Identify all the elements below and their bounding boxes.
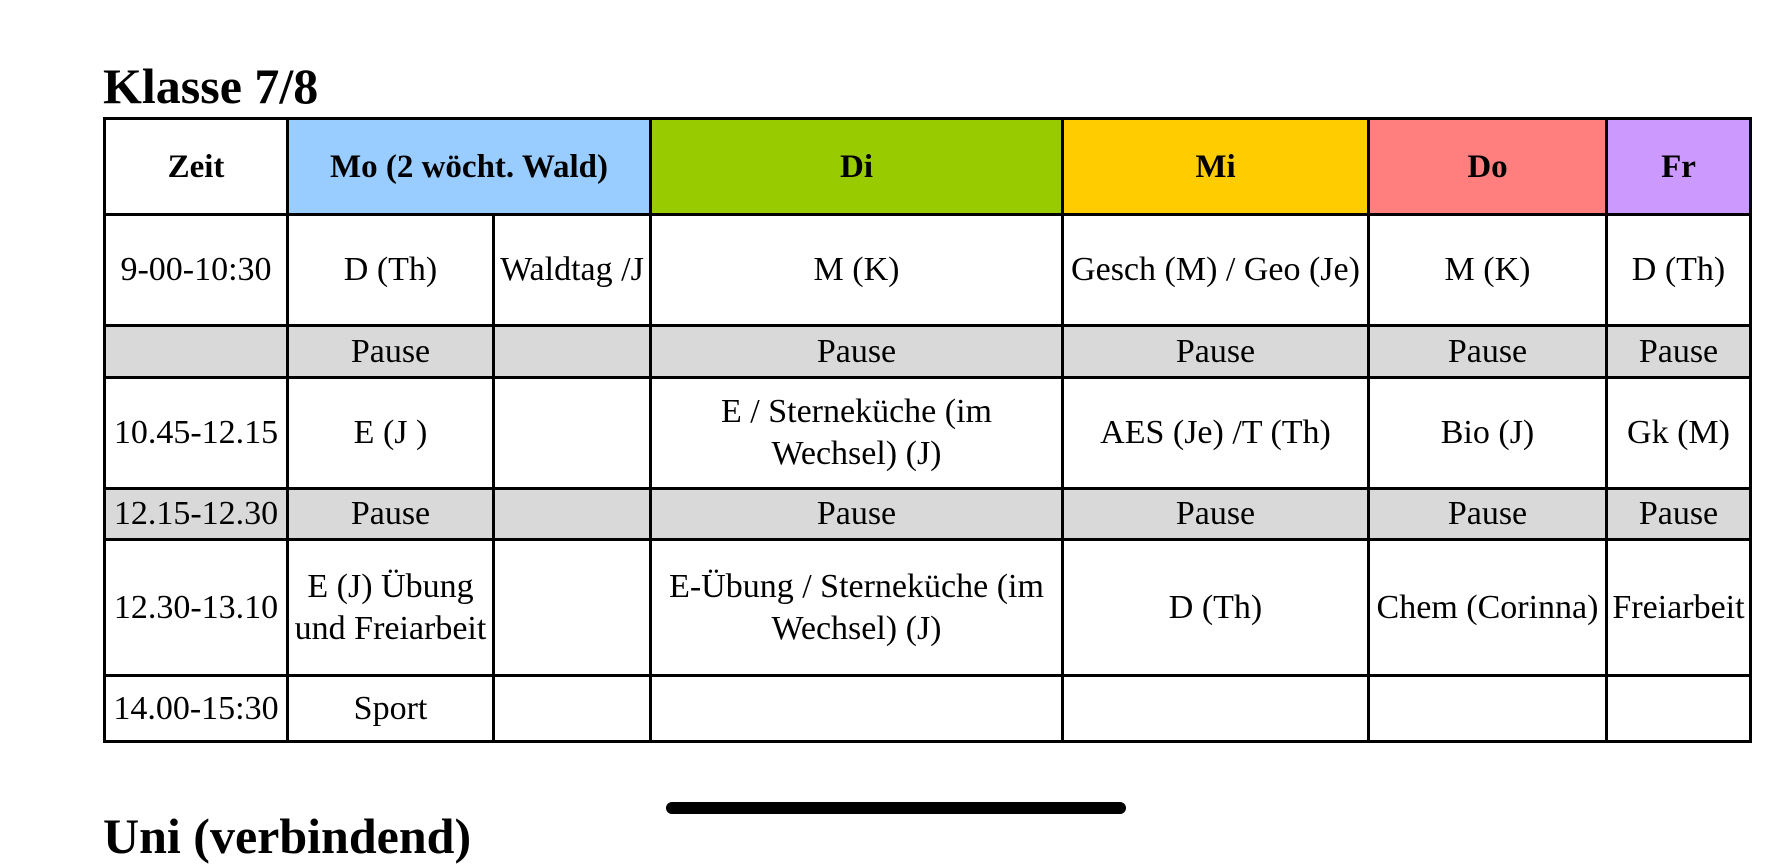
mi-cell: AES (Je) /T (Th) — [1063, 378, 1369, 489]
page-title: Klasse 7/8 — [103, 58, 319, 114]
wald-cell: Waldtag /J — [494, 215, 651, 326]
time-cell — [105, 326, 288, 378]
header-row — [105, 119, 1751, 215]
wald-cell — [494, 540, 651, 676]
time-cell: 14.00-15:30 — [105, 676, 288, 742]
do-cell: Pause — [1369, 326, 1607, 378]
di-cell: E-Übung / Sterneküche (im Wechsel) (J) — [651, 540, 1063, 676]
home-indicator[interactable] — [666, 802, 1126, 814]
do-cell: Chem (Corinna) — [1369, 540, 1607, 676]
schedule-table — [103, 117, 1752, 743]
fr-cell: Gk (M) — [1607, 378, 1751, 489]
fr-cell — [1607, 676, 1751, 742]
header-mi: Mi — [1063, 119, 1369, 215]
fr-cell: Pause — [1607, 326, 1751, 378]
mo-cell: Sport — [288, 676, 494, 742]
di-cell — [651, 676, 1063, 742]
table-row — [105, 378, 1751, 489]
fr-cell: Freiarbeit — [1607, 540, 1751, 676]
next-section-title: Uni (verbindend) — [103, 808, 472, 864]
wald-cell — [494, 326, 651, 378]
time-cell: 9-00-10:30 — [105, 215, 288, 326]
table-row — [105, 540, 1751, 676]
pause-row — [105, 326, 1751, 378]
mi-cell: D (Th) — [1063, 540, 1369, 676]
di-cell: Pause — [651, 489, 1063, 540]
fr-cell: Pause — [1607, 489, 1751, 540]
do-cell — [1369, 676, 1607, 742]
wald-cell — [494, 378, 651, 489]
table-row — [105, 676, 1751, 742]
di-cell: Pause — [651, 326, 1063, 378]
header-fr: Fr — [1607, 119, 1751, 215]
mi-cell — [1063, 676, 1369, 742]
mo-cell: Pause — [288, 489, 494, 540]
do-cell: Pause — [1369, 489, 1607, 540]
time-cell: 12.15-12.30 — [105, 489, 288, 540]
mo-cell: D (Th) — [288, 215, 494, 326]
pause-row — [105, 489, 1751, 540]
do-cell: M (K) — [1369, 215, 1607, 326]
do-cell: Bio (J) — [1369, 378, 1607, 489]
wald-cell — [494, 676, 651, 742]
mi-cell: Pause — [1063, 489, 1369, 540]
mi-cell: Gesch (M) / Geo (Je) — [1063, 215, 1369, 326]
mi-cell: Pause — [1063, 326, 1369, 378]
header-mo: Mo (2 wöcht. Wald) — [288, 119, 651, 215]
fr-cell: D (Th) — [1607, 215, 1751, 326]
time-cell: 10.45-12.15 — [105, 378, 288, 489]
wald-cell — [494, 489, 651, 540]
header-zeit: Zeit — [105, 119, 288, 215]
mo-cell: E (J) Übung und Freiarbeit — [288, 540, 494, 676]
header-di: Di — [651, 119, 1063, 215]
di-cell: M (K) — [651, 215, 1063, 326]
table-row — [105, 215, 1751, 326]
header-do: Do — [1369, 119, 1607, 215]
time-cell: 12.30-13.10 — [105, 540, 288, 676]
mo-cell: Pause — [288, 326, 494, 378]
di-cell: E / Sterneküche (im Wechsel) (J) — [651, 378, 1063, 489]
mo-cell: E (J ) — [288, 378, 494, 489]
